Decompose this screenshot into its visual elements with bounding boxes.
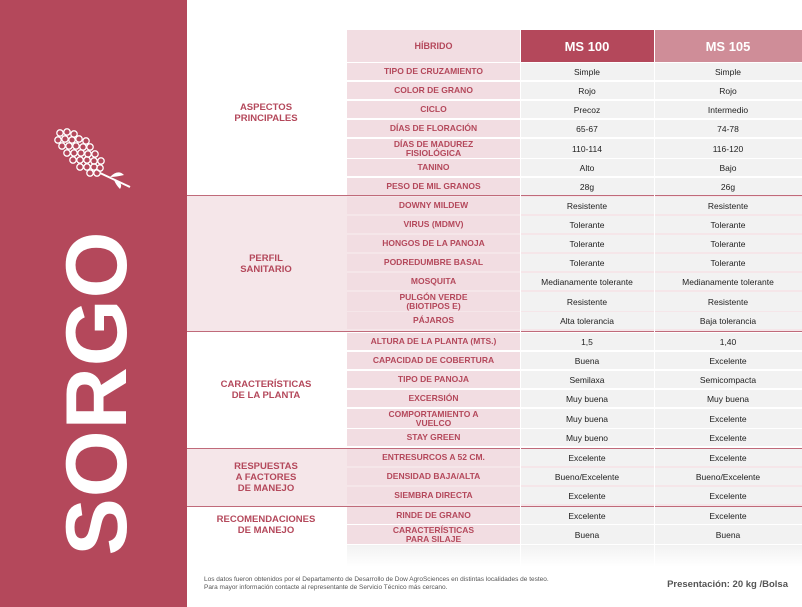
table-row	[347, 449, 802, 466]
row-value-ms100: 65-67	[520, 120, 654, 137]
column-fade	[347, 545, 802, 567]
table-row	[347, 429, 802, 446]
row-label: ALTURA DE LA PLANTA (MTS.)	[347, 333, 520, 350]
category-label-main-aspects: ASPECTOS PRINCIPALES	[234, 101, 298, 124]
row-value-ms105: Resistente	[654, 292, 802, 311]
table-row	[347, 254, 802, 271]
row-value-ms100: Rojo	[520, 82, 654, 99]
table-row	[347, 312, 802, 329]
table-row	[347, 82, 802, 99]
row-value-ms105: Tolerante	[654, 216, 802, 233]
table-row	[347, 525, 802, 544]
row-label: TIPO DE PANOJA	[347, 371, 520, 388]
row-value-ms105: Semicompacta	[654, 371, 802, 388]
row-value-ms100: Medianamente tolerante	[520, 273, 654, 290]
row-label: MOSQUITA	[347, 273, 520, 290]
table-row	[347, 333, 802, 350]
table-row	[347, 120, 802, 137]
row-label: EXCERSIÓN	[347, 390, 520, 407]
table-row	[347, 292, 802, 311]
row-value-ms105: 116-120	[654, 139, 802, 158]
row-value-ms105: Buena	[654, 525, 802, 544]
row-label: VIRUS (MDMV)	[347, 216, 520, 233]
row-value-ms100: Buena	[520, 352, 654, 369]
column-separator	[654, 30, 655, 567]
row-value-ms105: Bajo	[654, 159, 802, 176]
presentation-text: Presentación: 20 kg /Bolsa	[667, 579, 788, 590]
row-label: TANINO	[347, 159, 520, 176]
row-value-ms105: Excelente	[654, 409, 802, 428]
row-value-ms105: Excelente	[654, 487, 802, 504]
table-row	[347, 390, 802, 407]
row-value-ms100: Resistente	[520, 292, 654, 311]
row-value-ms105: Excelente	[654, 429, 802, 446]
row-value-ms100: 110-114	[520, 139, 654, 158]
row-label: ENTRESURCOS A 52 CM.	[347, 449, 520, 466]
row-value-ms105: Muy buena	[654, 390, 802, 407]
row-label: STAY GREEN	[347, 429, 520, 446]
table-row	[347, 178, 802, 195]
table-row	[347, 139, 802, 158]
row-label: CARACTERÍSTICAS PARA SILAJE	[347, 525, 520, 544]
row-value-ms100: Muy buena	[520, 390, 654, 407]
row-label: PULGÓN VERDE (BIOTIPOS E)	[347, 292, 520, 311]
table-row	[347, 159, 802, 176]
sorghum-panicle-icon	[50, 125, 135, 190]
category-label-health-profile: PERFIL SANITARIO	[240, 252, 292, 275]
row-value-ms105: 74-78	[654, 120, 802, 137]
row-value-ms100: Tolerante	[520, 254, 654, 271]
row-label: RINDE DE GRANO	[347, 507, 520, 524]
row-label: DÍAS DE FLORACIÓN	[347, 120, 520, 137]
row-value-ms105: Baja tolerancia	[654, 312, 802, 329]
row-value-ms105: Medianamente tolerante	[654, 273, 802, 290]
brand-sidebar	[0, 0, 187, 607]
row-value-ms100: Excelente	[520, 487, 654, 504]
row-value-ms100: Excelente	[520, 449, 654, 466]
row-value-ms100: Excelente	[520, 507, 654, 524]
row-label: TIPO DE CRUZAMIENTO	[347, 63, 520, 80]
row-value-ms100: Simple	[520, 63, 654, 80]
table-row	[347, 216, 802, 233]
row-value-ms100: Muy bueno	[520, 429, 654, 446]
footnote-line: Los datos fueron obtenidos por el Departamento de Desarrollo de Dow AgroSciences en distintas localidades de testeo.	[204, 576, 549, 583]
row-value-ms105: Tolerante	[654, 254, 802, 271]
table-row	[347, 468, 802, 485]
row-label: DÍAS DE MADUREZ FISIOLÓGICA	[347, 139, 520, 158]
row-label: PÁJAROS	[347, 312, 520, 329]
row-label: COLOR DE GRANO	[347, 82, 520, 99]
header-ms100: MS 100	[520, 30, 654, 62]
table-row	[347, 101, 802, 118]
row-label: DOWNY MILDEW	[347, 197, 520, 214]
row-value-ms100: Semilaxa	[520, 371, 654, 388]
row-label: PODREDUMBRE BASAL	[347, 254, 520, 271]
row-label: HONGOS DE LA PANOJA	[347, 235, 520, 252]
table-row	[347, 197, 802, 214]
table-header-row	[347, 30, 802, 62]
row-label: SIEMBRA DIRECTA	[347, 487, 520, 504]
row-label: COMPORTAMIENTO A VUELCO	[347, 409, 520, 428]
table-row	[347, 63, 802, 80]
row-value-ms100: Tolerante	[520, 216, 654, 233]
row-value-ms105: Excelente	[654, 352, 802, 369]
row-value-ms100: Precoz	[520, 101, 654, 118]
row-value-ms100: 28g	[520, 178, 654, 195]
row-value-ms105: Tolerante	[654, 235, 802, 252]
row-value-ms100: Buena	[520, 525, 654, 544]
table-row	[347, 371, 802, 388]
row-label: CAPACIDAD DE COBERTURA	[347, 352, 520, 369]
table-row	[347, 409, 802, 428]
row-value-ms100: Alta tolerancia	[520, 312, 654, 329]
row-value-ms105: Intermedio	[654, 101, 802, 118]
row-value-ms100: Muy buena	[520, 409, 654, 428]
row-label: CICLO	[347, 101, 520, 118]
table-row	[347, 507, 802, 524]
category-label-management-response: RESPUESTAS A FACTORES DE MANEJO	[234, 461, 298, 494]
row-value-ms105: 1,40	[654, 333, 802, 350]
footnote	[204, 576, 549, 592]
header-label: HÍBRIDO	[347, 30, 520, 62]
column-separator	[520, 30, 521, 567]
table-row	[347, 235, 802, 252]
table-row	[347, 487, 802, 504]
row-value-ms105: 26g	[654, 178, 802, 195]
category-label-plant-traits: CARACTERÍSTICAS DE LA PLANTA	[220, 379, 312, 401]
row-value-ms100: Alto	[520, 159, 654, 176]
row-label: PESO DE MIL GRANOS	[347, 178, 520, 195]
table-row	[347, 273, 802, 290]
footnote-line: Para mayor información contacte al representante de Servicio Técnico más cercano.	[204, 584, 448, 591]
row-value-ms100: Tolerante	[520, 235, 654, 252]
row-value-ms100: 1,5	[520, 333, 654, 350]
row-value-ms105: Excelente	[654, 507, 802, 524]
row-label: DENSIDAD BAJA/ALTA	[347, 468, 520, 485]
table-row	[347, 352, 802, 369]
row-value-ms105: Rojo	[654, 82, 802, 99]
page-title: SORGO	[49, 230, 145, 556]
header-ms105: MS 105	[654, 30, 802, 62]
row-value-ms105: Simple	[654, 63, 802, 80]
row-value-ms105: Excelente	[654, 449, 802, 466]
row-value-ms100: Bueno/Excelente	[520, 468, 654, 485]
row-value-ms100: Resistente	[520, 197, 654, 214]
category-label-management-recommendations: RECOMENDACIONES DE MANEJO	[216, 513, 316, 536]
row-value-ms105: Resistente	[654, 197, 802, 214]
row-value-ms105: Bueno/Excelente	[654, 468, 802, 485]
